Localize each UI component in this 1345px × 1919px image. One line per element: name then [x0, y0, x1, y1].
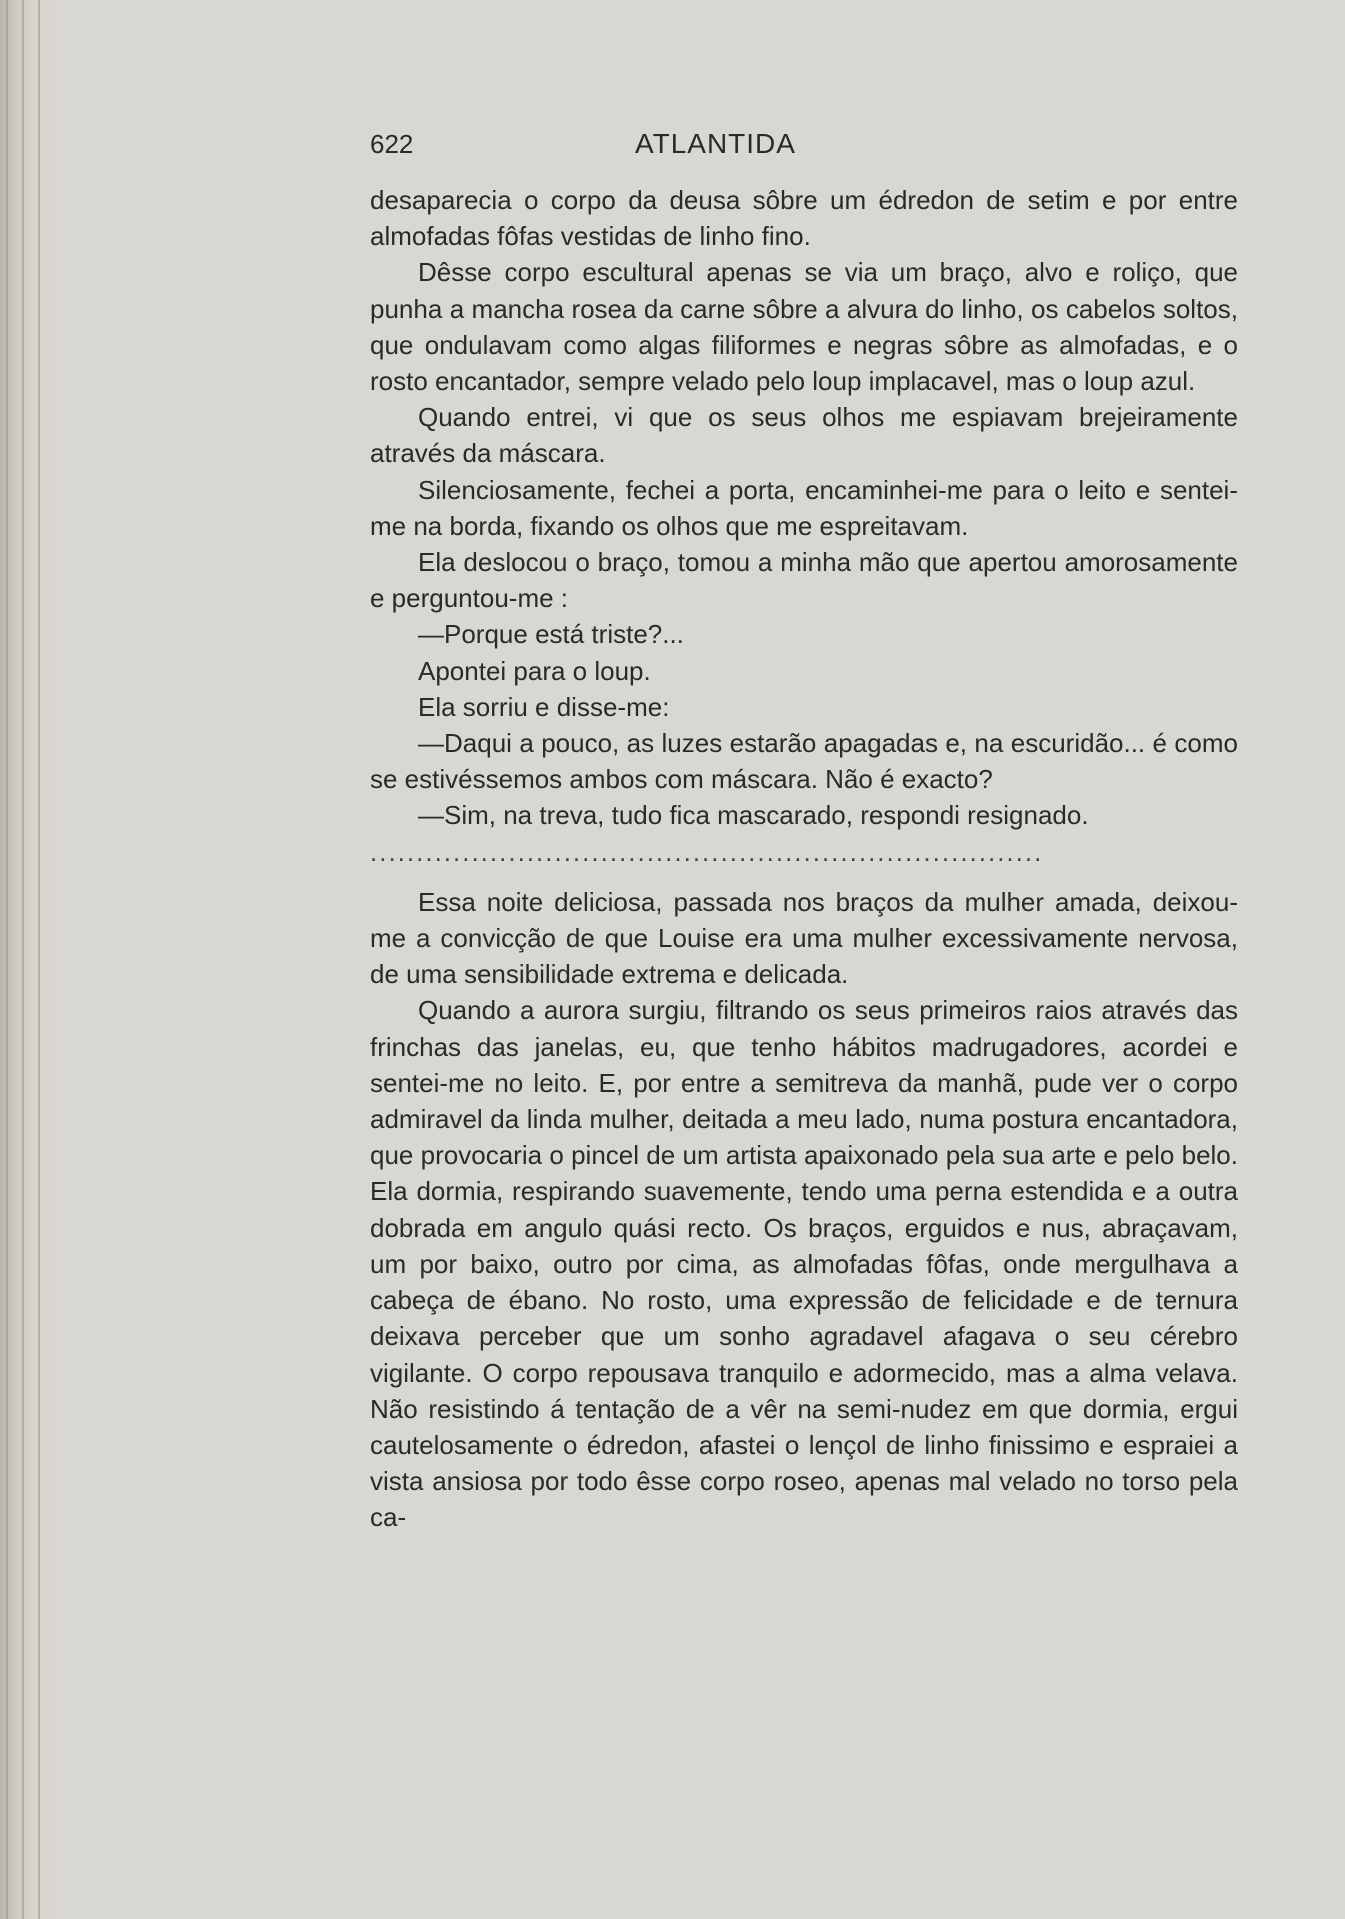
dialogue-line: —Sim, na treva, tudo fica mascarado, respondi resignado. — [418, 800, 1089, 831]
dialogue-line: —Porque está triste?... — [418, 619, 684, 650]
paragraph: Ela sorriu e disse-me: — [418, 691, 670, 722]
paragraph: desaparecia o corpo da deusa sôbre um édredon de setim e por entre almofadas fôfas vestidas de linho fino. — [370, 185, 1238, 252]
separator-gap — [370, 870, 1238, 884]
paragraph: Ela deslocou o braço, tomou a minha mão que apertou amorosamente e perguntou-me : — [370, 547, 1238, 614]
spine-edge-line — [22, 0, 24, 1919]
section-separator: ......................................................................... — [370, 836, 1044, 867]
dialogue-line: —Daqui a pouco, as luzes estarão apagadas e, na escuridão... é como se estivéssemos ambos com máscara. Não é exacto? — [370, 728, 1238, 795]
page-text-block — [370, 126, 1238, 1536]
paragraph: Essa noite deliciosa, passada nos braços da mulher amada, deixou-me a convicção de que Louise era uma mulher excessivamente nervosa, de uma sensibilidade extrema e delicada. — [370, 886, 1238, 990]
paragraph: Quando entrei, vi que os seus olhos me espiavam brejeiramente através da máscara. — [370, 402, 1238, 469]
paragraph: Silenciosamente, fechei a porta, encaminhei-me para o leito e sentei-me na borda, fixando os olhos que me espreitavam. — [370, 474, 1238, 541]
page-number: 622 — [370, 129, 414, 159]
page-spine-shadow — [0, 0, 60, 1919]
spine-edge-line — [6, 0, 8, 1919]
running-head: ATLANTIDA — [635, 128, 796, 159]
paragraph: Apontei para o loup. — [418, 655, 651, 686]
spine-edge-line — [38, 0, 40, 1919]
paragraph: Dêsse corpo escultural apenas se via um braço, alvo e roliço, que punha a mancha rosea da carne sôbre a alvura do linho, os cabelos soltos, que ondulavam como algas filiformes e negras sôbre as almofadas, e o rosto encantador, sempre velado pelo loup implacavel, mas o loup azul. — [370, 257, 1238, 397]
paragraph: Quando a aurora surgiu, filtrando os seus primeiros raios através das frinchas das janelas, eu, que tenho hábitos madrugadores, acordei e sentei-me no leito. E, por entre a semitreva da manhã, pude ver o corpo admiravel da linda mulher, deitada a meu lado, numa postura encantadora, que provocaria o pincel de um artista apaixonado pela sua arte e pelo belo. Ela dormia, respirando suavemente, tendo uma perna estendida e a outra dobrada em angulo quási recto. Os braços, erguidos e nus, abraçavam, um por baixo, outro por cima, as almofadas fôfas, onde mergulhava a cabeça de ébano. No rosto, uma expressão de felicidade e de ternura deixava perceber que um sonho agradavel afagava o seu cérebro vigilante. O corpo repousava tranquilo e adormecido, mas a alma velava. Não resistindo á tentação de a vêr na semi-nudez em que dormia, ergui cautelosamente o édredon, afastei o lençol de linho finissimo e espraiei a vista ansiosa por todo êsse corpo roseo, apenas mal velado no torso pela ca- — [370, 995, 1238, 1533]
page-header — [370, 126, 1238, 182]
